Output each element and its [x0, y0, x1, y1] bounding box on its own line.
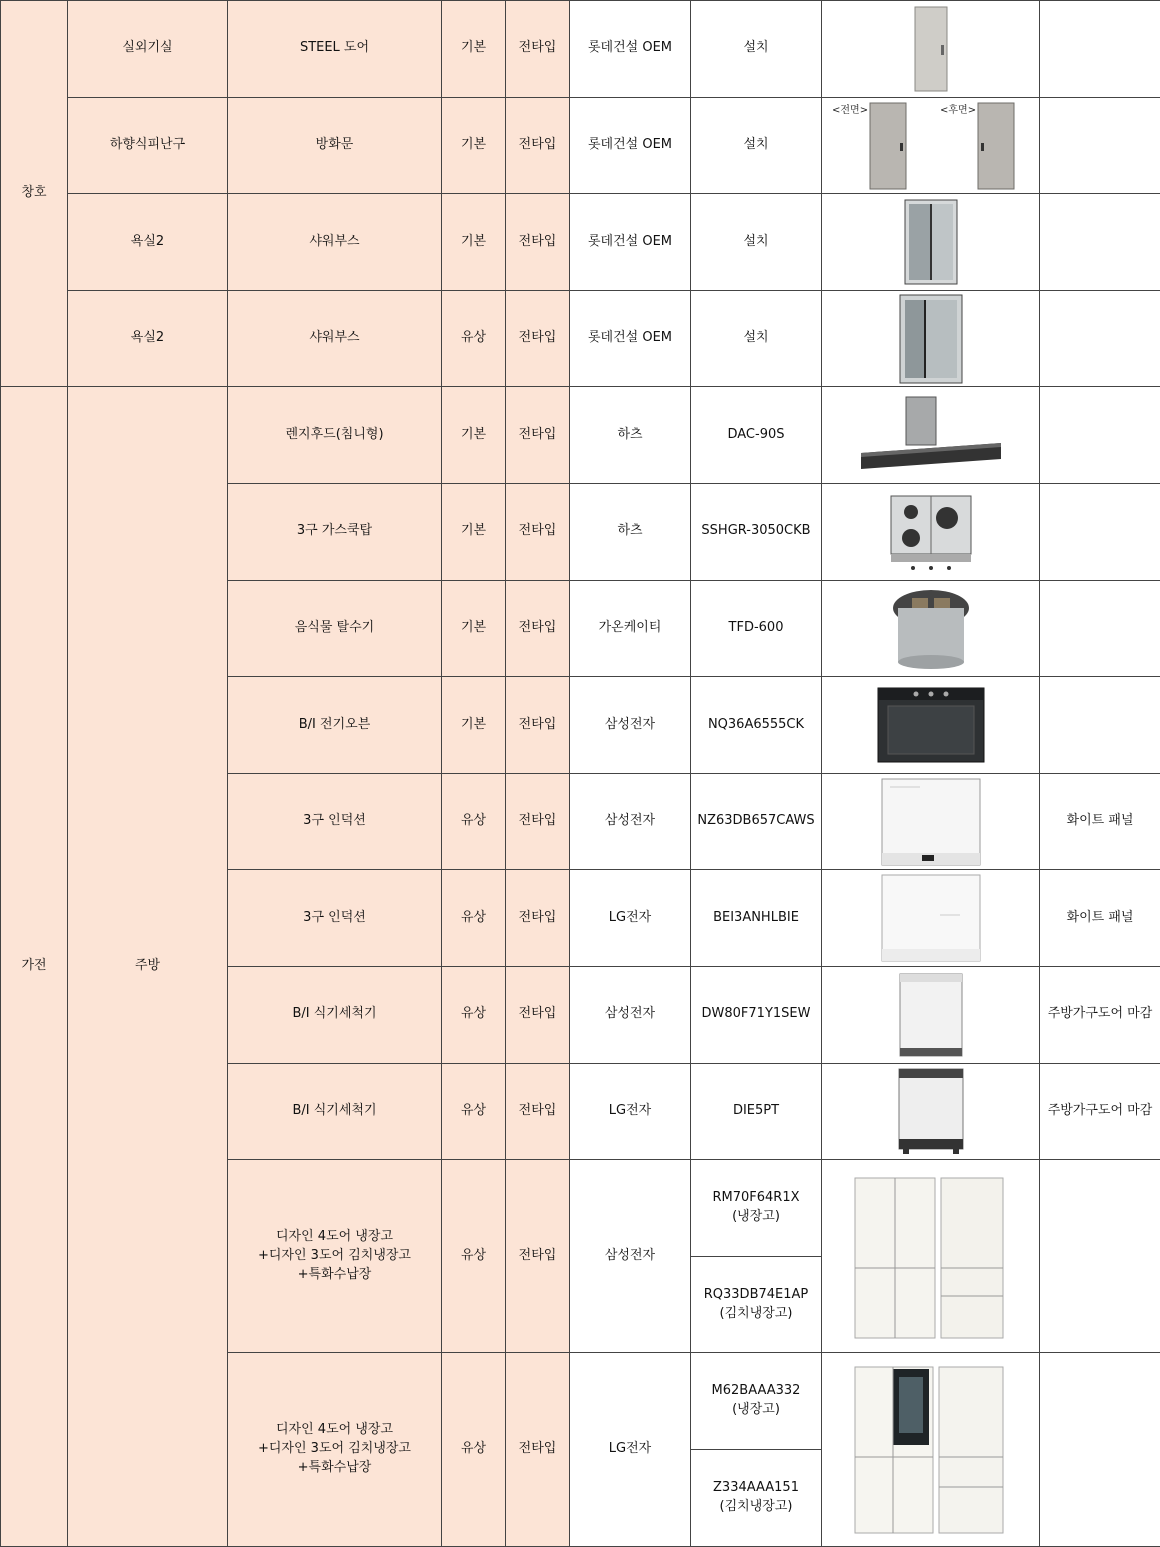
note-cell	[1040, 387, 1160, 484]
type-cell: 전타입	[506, 97, 570, 194]
range-hood-photo	[822, 387, 1040, 484]
note-cell	[1040, 1160, 1160, 1353]
model-cell: NQ36A6555CK	[691, 677, 822, 774]
option-cell: 기본	[442, 580, 506, 677]
item-text: 디자인 4도어 냉장고 +디자인 3도어 김치냉장고 +특화수납장	[230, 1228, 439, 1285]
option-cell: 유상	[442, 1063, 506, 1160]
model-text: RQ33DB74E1AP (김치냉장고)	[693, 1286, 819, 1324]
option-cell: 유상	[442, 870, 506, 967]
model-cell	[691, 1256, 822, 1353]
option-cell: 기본	[442, 1, 506, 98]
note-cell	[1040, 580, 1160, 677]
model-cell: BEI3ANHLBIE	[691, 870, 822, 967]
dishwasher-photo	[822, 966, 1040, 1063]
note-cell: 주방가구도어 마감	[1040, 966, 1160, 1063]
brand-cell: 삼성전자	[570, 966, 691, 1063]
type-cell: 전타입	[506, 1063, 570, 1160]
brand-cell: 가온케이티	[570, 580, 691, 677]
model-text: RM70F64R1X (냉장고)	[693, 1189, 819, 1227]
brand-cell: 하츠	[570, 483, 691, 580]
item-cell	[228, 1160, 442, 1353]
brand-cell: 삼성전자	[570, 1160, 691, 1353]
space-cell: 욕실2	[68, 290, 228, 387]
brand-cell: 삼성전자	[570, 677, 691, 774]
item-cell: B/I 식기세척기	[228, 966, 442, 1063]
item-cell: 렌지후드(침니형)	[228, 387, 442, 484]
type-cell: 전타입	[506, 773, 570, 870]
option-cell: 유상	[442, 1160, 506, 1353]
type-cell: 전타입	[506, 966, 570, 1063]
brand-cell: 롯데건설 OEM	[570, 1, 691, 98]
option-cell: 기본	[442, 97, 506, 194]
item-cell: 샤워부스	[228, 194, 442, 291]
model-cell: NZ63DB657CAWS	[691, 773, 822, 870]
type-cell: 전타입	[506, 1, 570, 98]
type-cell: 전타입	[506, 483, 570, 580]
item-cell: B/I 식기세척기	[228, 1063, 442, 1160]
note-cell	[1040, 1, 1160, 98]
brand-cell: 롯데건설 OEM	[570, 97, 691, 194]
option-cell: 기본	[442, 387, 506, 484]
model-text: M62BAAA332 (냉장고)	[693, 1382, 819, 1420]
type-cell: 전타입	[506, 194, 570, 291]
item-cell: B/I 전기오븐	[228, 677, 442, 774]
space-cell: 욕실2	[68, 194, 228, 291]
item-text: 디자인 4도어 냉장고 +디자인 3도어 김치냉장고 +특화수납장	[230, 1421, 439, 1478]
brand-cell: 삼성전자	[570, 773, 691, 870]
item-cell: 음식물 탈수기	[228, 580, 442, 677]
option-cell: 유상	[442, 966, 506, 1063]
fire-door-photo	[822, 97, 1040, 194]
note-cell	[1040, 194, 1160, 291]
option-cell: 유상	[442, 773, 506, 870]
item-cell: 샤워부스	[228, 290, 442, 387]
model-cell: 설치	[691, 290, 822, 387]
rear-label: <후면>	[940, 104, 976, 119]
brand-cell: LG전자	[570, 1353, 691, 1546]
note-cell: 화이트 패널	[1040, 773, 1160, 870]
brand-cell: LG전자	[570, 1063, 691, 1160]
item-cell: 3구 인덕션	[228, 773, 442, 870]
space-cell: 하향식피난구	[68, 97, 228, 194]
brand-cell: 롯데건설 OEM	[570, 194, 691, 291]
note-cell: 주방가구도어 마감	[1040, 1063, 1160, 1160]
group-window: 창호	[1, 1, 68, 387]
option-cell: 기본	[442, 677, 506, 774]
model-cell: 설치	[691, 1, 822, 98]
option-cell: 유상	[442, 1353, 506, 1546]
note-cell: 화이트 패널	[1040, 870, 1160, 967]
dishwasher-photo	[822, 1063, 1040, 1160]
item-cell: 3구 가스쿡탑	[228, 483, 442, 580]
model-cell	[691, 1160, 822, 1257]
type-cell: 전타입	[506, 1353, 570, 1546]
item-cell: STEEL 도어	[228, 1, 442, 98]
group-kitchen: 주방	[68, 387, 228, 1546]
option-cell: 기본	[442, 483, 506, 580]
model-cell: 설치	[691, 194, 822, 291]
model-cell: DAC-90S	[691, 387, 822, 484]
table-row	[1, 1, 1160, 98]
type-cell: 전타입	[506, 580, 570, 677]
shower-booth-photo	[822, 290, 1040, 387]
steel-door-photo	[822, 1, 1040, 98]
model-cell	[691, 1353, 822, 1450]
item-cell: 3구 인덕션	[228, 870, 442, 967]
type-cell: 전타입	[506, 677, 570, 774]
option-cell: 유상	[442, 290, 506, 387]
built-in-oven-photo	[822, 677, 1040, 774]
refrigerator-set-photo	[822, 1160, 1040, 1353]
brand-cell: LG전자	[570, 870, 691, 967]
model-cell	[691, 1449, 822, 1546]
gas-cooktop-photo	[822, 483, 1040, 580]
note-cell	[1040, 97, 1160, 194]
type-cell: 전타입	[506, 290, 570, 387]
model-cell: TFD-600	[691, 580, 822, 677]
option-cell: 기본	[442, 194, 506, 291]
type-cell: 전타입	[506, 387, 570, 484]
induction-cooktop-photo	[822, 773, 1040, 870]
table-row	[1, 97, 1160, 194]
food-dehydrator-photo	[822, 580, 1040, 677]
shower-booth-photo	[822, 194, 1040, 291]
model-cell: 설치	[691, 97, 822, 194]
group-appliance: 가전	[1, 387, 68, 1546]
model-cell: DIE5PT	[691, 1063, 822, 1160]
type-cell: 전타입	[506, 1160, 570, 1353]
refrigerator-set-photo	[822, 1353, 1040, 1546]
model-text: Z334AAA151 (김치냉장고)	[693, 1479, 819, 1517]
table-row	[1, 387, 1160, 484]
item-cell: 방화문	[228, 97, 442, 194]
model-cell: SSHGR-3050CKB	[691, 483, 822, 580]
front-label: <전면>	[832, 104, 868, 119]
induction-cooktop-photo	[822, 870, 1040, 967]
note-cell	[1040, 1353, 1160, 1546]
space-cell: 실외기실	[68, 1, 228, 98]
type-cell: 전타입	[506, 870, 570, 967]
table-row	[1, 194, 1160, 291]
note-cell	[1040, 677, 1160, 774]
brand-cell: 롯데건설 OEM	[570, 290, 691, 387]
note-cell	[1040, 290, 1160, 387]
item-cell	[228, 1353, 442, 1546]
note-cell	[1040, 483, 1160, 580]
model-cell: DW80F71Y1SEW	[691, 966, 822, 1063]
brand-cell: 하츠	[570, 387, 691, 484]
table-row	[1, 290, 1160, 387]
